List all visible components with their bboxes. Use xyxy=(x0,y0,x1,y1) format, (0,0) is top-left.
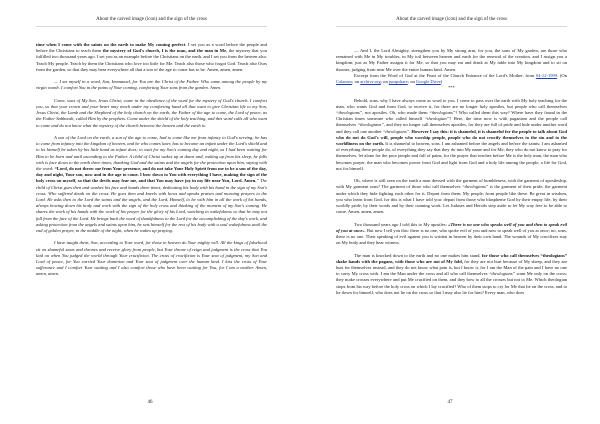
source-link[interactable]: archive.org xyxy=(360,79,381,85)
text-run: “theologians” xyxy=(357,122,384,128)
text-run: “theologian” xyxy=(424,116,450,122)
page-right xyxy=(300,0,600,424)
text-run: I have taught them, Son, according to Your word, for those in heaven do Your mighty will. All the kings of falsehood sit on shameful seats and thrones and receive glory from people, but Your throne of reign and judgment is the cross that You laid on when You judged the world through Your crucifixion. The cross of crucifixion is Your seat of judgment, my Son and Lord of peace, for You carried Your dominion and Your seat of judgment over the human kind. I kiss the cross of Your sufferance and I comfort Your waiting and I also comfort those who have been waiting for You, for I am a mother. Amen, amen, amen. xyxy=(36,240,267,277)
text-run: is the garment of their pride, the garment under which they hide fighting each other for it. Depart from them, My people, from people like these. Be great in wisdom, you who learn from God, for this is what I have told you: depart from those who blaspheme God by their empty life, by their worldly pride, by their words and by their cunning work. Let Judases and Herods step aside to let My way free to be able to come. Amen, amen, amen. xyxy=(336,184,567,215)
text-run: “theologians” xyxy=(336,110,363,116)
source-link[interactable]: Calameo xyxy=(336,79,353,85)
text-run: for they are not hurt because of My sheep, and they are hurt for themselves instead, and they do not know what pain is, but I know it, for I am the Man of the pain and I have no one to carry My cross with. I am the Man under the cross and all who call themselves xyxy=(336,258,567,277)
source-link[interactable]: Google Drive xyxy=(415,79,441,85)
page-number: 46 xyxy=(147,400,153,405)
paragraph xyxy=(336,253,567,296)
text-run: A son of the Lord on the earth, a son of the age to come, had to come like me from infancy to God's serving; he has to come from infancy into the kingdom of heaven, and he who comes later, has to become an infant under the Lord's shield and to let himself be taken by his little hand as infant does; to wait for my Son's coming day and night, as I had been waiting for Him to be born and until ascending to the Father. A child of Christ wakes up at dawn and, waking up from his sleep, he falls with is face down to the earth three times, thanking God and the saints and the angels for the protection upon him, saying with the word: xyxy=(36,135,267,172)
text-run: However I say this: it is shameful, it is shameful for the people to talk about God who do not do God's will, people who worship people, people who do not crucify themselves to the sin and to the worldliness on the earth. xyxy=(336,128,567,147)
text-run: Oh, where is still seen on the earth a man dressed with the garment of humbleness, with the garment of apostleship, with My garment sons? The garment of those who call themselves xyxy=(336,178,567,190)
running-header: About the carved image (icon) and the sign of the cross xyxy=(96,17,207,22)
text-run: “Lord, do not throw me from Your presence, and do not take Your Holy Spirit from me to be a son of the day, day and night, Your son, now and in the age to come. I bow down to You with everything I have, making the sign of the holy cross on myself, so that the devils may fear me, and that You may have joy in my life near You, Lord. Amen. xyxy=(36,166,267,184)
paragraph xyxy=(336,178,567,215)
text-run: The man is knocked down to the earth and no one makes him stand, xyxy=(354,252,482,258)
text-run: , and they no longer call themselves apostles, for they are full of pride and hide under another word and they call one another xyxy=(336,122,567,134)
text-run: want Me only on the cross; they make crosses everywhere and put Me crucified on them, and they bow to all the crosses but not to Me. Which theologian stops from his way before the holy cross on which I lay crucified? Who of them stops to cry for Me that lie on the cross, and to lie down for himself, who does not lie on the cross so that I may also lie for him? Every man, who does xyxy=(336,271,567,295)
text-run: “theologians” xyxy=(488,271,516,277)
paragraph xyxy=(336,48,567,73)
paragraph xyxy=(336,222,567,247)
text-run: time when I come with the saints on the earth to make My coming perfect xyxy=(36,42,186,47)
text-run: . xyxy=(409,128,412,134)
text-run: ) xyxy=(440,79,443,85)
source-link[interactable]: jumpshare xyxy=(388,79,408,85)
text-run: , the mystery that you fulfilled two thousand years ago. I set you as an example before the Christians on the earth, and I set you from the heaven also. Teach My people. Teach by them the Christians who love too little for Me. Teach also those who forgot God. Teach also Ours from the garden, so that they may hear everywhere all that a son of the age to come has to be. Amen, amen, amen. xyxy=(36,48,267,72)
text-run: Come, sons of My Son, Jesus Christ; come in the obedience of the word for the mystery of God's church. I comfort you, so that your crown and your heart may reach under my comforting hand all that want to give Christian life to my Son, Jesus Christ, the Lamb and the Shepherd of the holy church on the earth, the Father of the age to come, the Lord of peace, as the Father Sabbaoth, called Him by the prophets. Come under the shield of the holy teaching, and this word calls all who want to come and do not know what the mystery of the church between the heaven and the earth is. xyxy=(36,97,267,128)
text-run: ; on xyxy=(352,79,361,85)
paragraph xyxy=(36,98,267,129)
paragraph xyxy=(336,98,567,172)
paragraph xyxy=(336,73,567,85)
section-separator xyxy=(336,85,567,91)
text-run: *** xyxy=(448,85,455,91)
text-run: “theologians” xyxy=(462,184,489,190)
text-run: ” The child of Christ goes then and washes his face and hands three times, dedicating his body with his hand in the sign of my Son's cross. Who suffered death on the cross. He goes then and kneels with bows and speaks praises and morning prayers to the Lord. He asks then to the Lord the saints and the angels, and the Lord, Himself, to be with him in all the work of his hands, always bowing down his body and work with the sign of the holy cross and thinking of the moment of my Son's coming. He shares the work of his hands with the work of his prayer for the glory of his Lord, watching in wakefulness so that he may not fall from the face of the Lord. He brings back the word of thankfulness to the Lord for the accomplishing of the day's work, and asking protection from the angels and saints upon him, he sets himself for the rest of his body with a soul wakefulness until the end of golden prayer, in the middle of the night, when he wakes up praying. xyxy=(36,178,267,234)
text-run: “theologians” xyxy=(429,110,456,116)
text-run: . (On xyxy=(557,72,567,78)
text-run: Behold, sons, why I have always come as word to you. I come to pass over the earth with My holy teaching for the man, who wants God and from God, to receive it, for there are no longer holy apostles, but people who call themselves xyxy=(336,97,567,109)
page-body xyxy=(36,42,267,384)
paragraph xyxy=(36,42,267,73)
text-run: . I set you as a word before the people and before the Christians to teach them xyxy=(36,42,267,54)
paragraph xyxy=(36,79,267,91)
source-link[interactable]: 04-12-1999 xyxy=(535,72,558,78)
text-run: — And I, the Lord Almighty, strengthen you by My strong arm, for you, the sons of My garden, are those who remained with Me in My troubles, in My toil between heaven and earth for the renewal of the creation, and I assign you a kingdom, just as My Father assigns it for Me, so that you may eat and drink at My table into My kingdom and to sit on thrones, judging from near Me over the entire human kind. Amen. xyxy=(336,48,567,72)
text-run: «There is no one who speaks well of you and then to speak evil of you at once» xyxy=(336,221,567,233)
header-divider xyxy=(336,26,567,27)
text-run: ? Who called them this way? Where have they found in the Christian times someone who called himself xyxy=(336,110,567,122)
text-run: “theologians” xyxy=(382,128,410,134)
text-run: It is shameful to heaven, sons. I am ashamed before the angels and before the saints; I am ashamed of everything these people do, of everything they say that they do into My name and for Me; they who do not know to pray for themselves, let alone for the poor people and full of pains, for the prayer that reaches before Me is the holy man, the man who becomes prayer, the man who becomes power from God and light from God and a holy life among the people, a life for God, not for himself. xyxy=(336,141,567,171)
text-run: , not apostles. Oh, who made them xyxy=(362,110,430,116)
header-divider xyxy=(36,26,267,27)
text-run: ; on xyxy=(407,79,416,85)
text-run: the mystery of God's church, I is the man, and the man in Me xyxy=(102,48,227,54)
text-run: Excerpt from the Word of God at the Feast of the Church Entrance of the Lord's Mother, from xyxy=(354,72,536,78)
text-run: Two thousand years ago I told this to My apostles: xyxy=(354,221,449,227)
text-run: ; on xyxy=(380,79,389,85)
paragraph xyxy=(36,135,267,234)
text-run: — I set myself in a word, Son, Immanuel, for You are the Christ of the Father. Who came among the people by my virgin womb. I comfort You in the pains of Your coming, comforting Your sons from the garden. Amen. xyxy=(36,79,267,91)
text-run: . But now I tell you this: there is no one, who spoke evil of you and now to speak well of you at once; no, sons, there is no one. Their speaking of evil against you is written in heaven by their own hand. The wounds of My crucifixes stay on My body and they bear witness. xyxy=(336,227,567,246)
text-run: ? Here, the time now is with paganism and the people call themselves xyxy=(336,116,567,128)
page-number: 47 xyxy=(447,400,453,405)
text-run: for those who call themselves “theologians” shake hands with the pagans, with those who are not of My fold, xyxy=(336,252,567,264)
paragraph xyxy=(36,240,267,277)
page-body xyxy=(336,48,567,384)
running-header: About the carved image (icon) and the sign of the cross xyxy=(396,17,507,22)
